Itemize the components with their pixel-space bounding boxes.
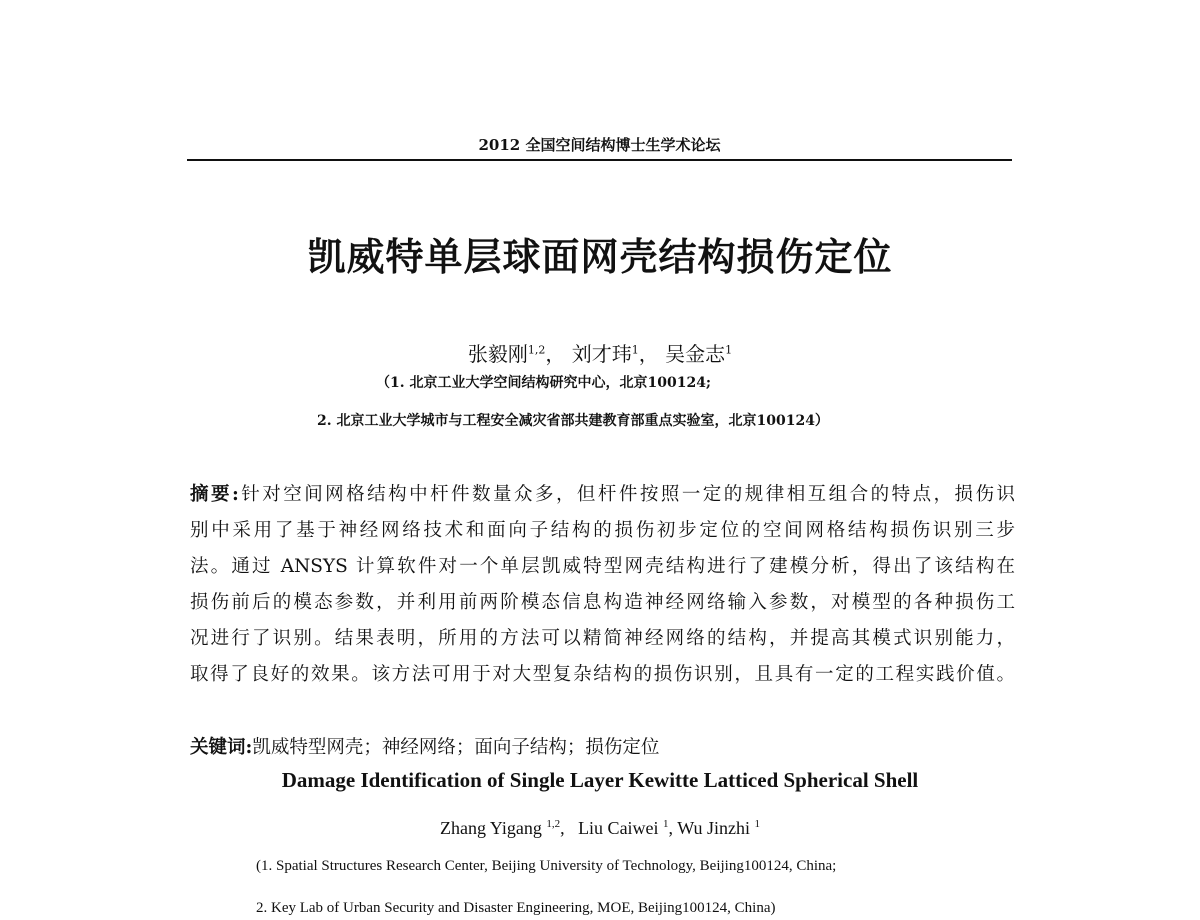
english-affiliation-1: (1. Spatial Structures Research Center, Beijing University of Technology, Beijing100124, China; xyxy=(256,858,837,874)
author-separator: , xyxy=(668,818,678,838)
author-affiliation-mark: 1 xyxy=(754,818,760,830)
abstract-line: 法。通过 ANSYS 计算软件对一个单层凯威特型网壳结构进行了建模分析，得出了该结构在 xyxy=(190,556,1015,577)
abstract-line: 取得了良好的效果。该方法可用于对大型复杂结构的损伤识别，且具有一定的工程实践价值。 xyxy=(190,664,1015,685)
author-name: Zhang Yigang xyxy=(440,818,547,838)
author-affiliation-mark: 1 xyxy=(663,818,669,830)
keywords-text: 凯威特型网壳；神经网络；面向子结构；损伤定位 xyxy=(252,737,660,758)
author-name: 吴金志 xyxy=(665,342,726,366)
author-name: 张毅刚 xyxy=(467,342,528,366)
abstract-line: 况进行了识别。结果表明，所用的方法可以精简神经网络的结构，并提高其模式识别能力， xyxy=(190,628,1015,649)
abstract-label: 摘要: xyxy=(190,484,239,505)
english-title: Damage Identification of Single Layer Kewitte Latticed Spherical Shell xyxy=(281,768,919,792)
author-separator: ， xyxy=(545,342,566,366)
keywords xyxy=(190,733,659,759)
author-affiliation-mark: 1,2 xyxy=(527,343,546,357)
author-affiliation-mark: 1 xyxy=(631,343,639,357)
english-affiliation-2: 2. Key Lab of Urban Security and Disaster Engineering, MOE, Beijing100124, China) xyxy=(256,900,776,916)
abstract-line: 损伤前后的模态参数，并利用前两阶模态信息构造神经网络输入参数，对模型的各种损伤工 xyxy=(190,592,1015,613)
author-name: 刘才玮 xyxy=(571,342,632,366)
header-rule xyxy=(187,159,1012,161)
author-name: Liu Caiwei xyxy=(578,818,664,838)
abstract-text: 针对空间网格结构中杆件数量众多，但杆件按照一定的规律相互组合的特点，损伤识 xyxy=(238,484,1015,505)
author-separator: , xyxy=(560,818,579,838)
abstract-line xyxy=(190,481,1015,517)
affiliation-2: 2. 北京工业大学城市与工程安全减灾省部共建教育部重点实验室，北京100124） xyxy=(317,413,829,429)
keywords-label: 关键词: xyxy=(190,737,253,758)
running-header: 2012 全国空间结构博士生学术论坛 xyxy=(478,136,721,154)
author-affiliation-mark: 1,2 xyxy=(546,818,561,830)
affiliation-1: （1. 北京工业大学空间结构研究中心，北京100124; xyxy=(376,375,712,391)
abstract xyxy=(190,481,1015,697)
abstract-line: 别中采用了基于神经网络技术和面向子结构的损伤初步定位的空间网格结构损伤识别三步 xyxy=(190,520,1015,541)
author-name: Wu Jinzhi xyxy=(677,818,755,838)
paper-title: 凯威特单层球面网壳结构损伤定位 xyxy=(307,234,893,279)
author-affiliation-mark: 1 xyxy=(725,343,733,357)
english-author-list xyxy=(0,818,1200,839)
author-list xyxy=(0,338,1200,367)
author-separator: ， xyxy=(638,342,659,366)
